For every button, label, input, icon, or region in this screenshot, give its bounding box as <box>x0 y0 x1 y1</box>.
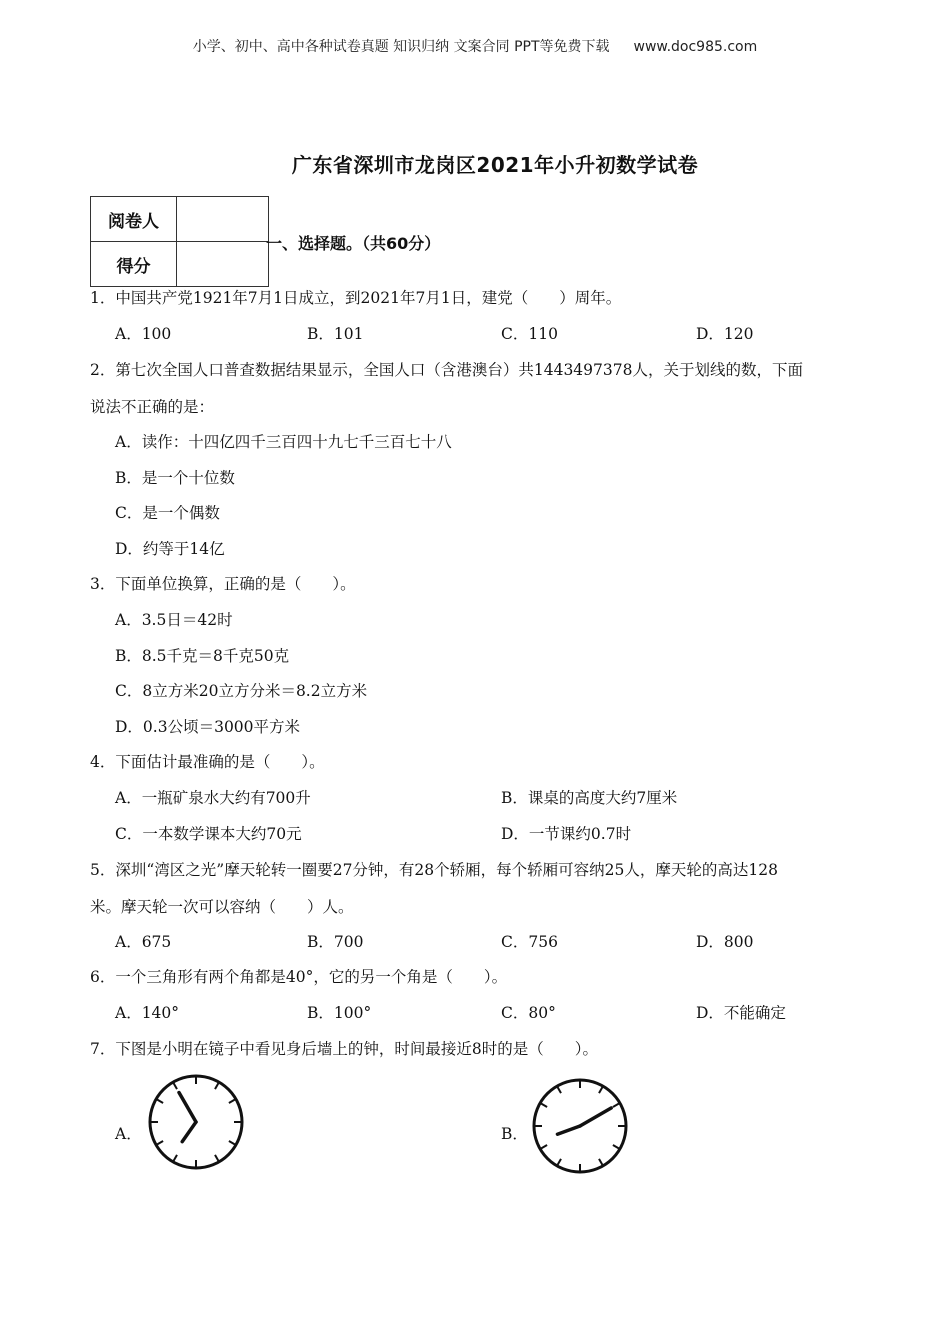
option: C．是一个偶数 <box>115 504 220 522</box>
question-stem-continued: 说法不正确的是： <box>90 398 215 416</box>
option: A．3.5日＝42时 <box>115 611 233 629</box>
question-stem: 1．中国共产党1921年7月1日成立，到2021年7月1日，建党（ ）周年。 <box>90 289 622 307</box>
score-blank <box>177 242 269 287</box>
option: C．一本数学课本大约70元 <box>115 825 302 843</box>
option: A．读作：十四亿四千三百四十九七千三百七十八 <box>115 433 452 451</box>
question-stem: 5．深圳“湾区之光”摩天轮转一圈要27分钟，有28个轿厢，每个轿厢可容纳25人，摩天轮的高达128 <box>90 861 778 879</box>
option: A．100 <box>115 325 172 343</box>
option: A．675 <box>115 933 172 951</box>
clock-hand <box>580 1108 611 1126</box>
banner-site-link[interactable]: www.doc985.com <box>633 39 758 55</box>
option: B．课桌的高度大约7厘米 <box>501 789 678 807</box>
header-banner <box>0 36 950 56</box>
clock-tick <box>174 1155 178 1161</box>
option: C．756 <box>501 933 558 951</box>
clock-tick <box>215 1155 219 1161</box>
option: A．一瓶矿泉水大约有700升 <box>115 789 311 807</box>
option: B．是一个十位数 <box>115 469 235 487</box>
clock-tick <box>229 1141 235 1145</box>
section-heading: 一、选择题。（共60分） <box>266 234 441 253</box>
option: D．不能确定 <box>696 1004 786 1022</box>
banner-text: 小学、初中、高中各种试卷真题 知识归纳 文案合同 PPT等免费下载 <box>192 39 610 55</box>
question-stem-continued: 米。摩天轮一次可以容纳（ ）人。 <box>90 898 354 916</box>
option: C．8立方米20立方分米＝8.2立方米 <box>115 682 368 700</box>
clock-tick <box>215 1083 219 1089</box>
option: C．80° <box>501 1004 556 1022</box>
clock-tick <box>558 1159 562 1165</box>
clock-tick <box>599 1087 603 1093</box>
clock-tick <box>157 1141 163 1145</box>
clock-tick <box>613 1104 619 1108</box>
option: D．一节课约0.7时 <box>501 825 632 843</box>
clock-hand <box>557 1126 580 1134</box>
score-label: 得分 <box>91 242 177 287</box>
clock-tick <box>558 1087 562 1093</box>
question-stem: 3．下面单位换算，正确的是（ ）。 <box>90 575 356 593</box>
option: A． <box>115 1125 142 1143</box>
option: C．110 <box>501 325 558 343</box>
page-title: 广东省深圳市龙岗区2021年小升初数学试卷 <box>291 153 699 177</box>
clock-tick <box>613 1145 619 1149</box>
question-stem: 7．下图是小明在镜子中看见身后墙上的钟，时间最接近8时的是（ ）。 <box>90 1040 598 1058</box>
clock-a-image <box>146 1072 246 1172</box>
option: B．100° <box>307 1004 372 1022</box>
option: A．140° <box>115 1004 180 1022</box>
clock-hand <box>179 1093 196 1122</box>
clock-tick <box>541 1104 547 1108</box>
option: B．101 <box>307 325 364 343</box>
option: D．约等于14亿 <box>115 540 225 558</box>
clock-tick <box>174 1083 178 1089</box>
clock-tick <box>599 1159 603 1165</box>
clock-hand <box>182 1122 196 1142</box>
clock-tick <box>541 1145 547 1149</box>
option: B．8.5千克＝8千克50克 <box>115 647 290 665</box>
question-stem: 2．第七次全国人口普查数据结果显示，全国人口（含港澳台）共1443497378人，关于划线的数，下面 <box>90 361 803 379</box>
score-table <box>90 196 269 287</box>
option: B． <box>501 1125 528 1143</box>
reviewer-label: 阅卷人 <box>91 197 177 242</box>
clock-b-image <box>530 1076 630 1176</box>
reviewer-blank <box>177 197 269 242</box>
clock-tick <box>157 1100 163 1104</box>
option: D．120 <box>696 325 754 343</box>
option: B．700 <box>307 933 364 951</box>
option: D．0.3公顷＝3000平方米 <box>115 718 301 736</box>
clock-tick <box>229 1100 235 1104</box>
question-stem: 6．一个三角形有两个角都是40°，它的另一个角是（ ）。 <box>90 968 508 986</box>
option: D．800 <box>696 933 754 951</box>
question-stem: 4．下面估计最准确的是（ ）。 <box>90 753 325 771</box>
